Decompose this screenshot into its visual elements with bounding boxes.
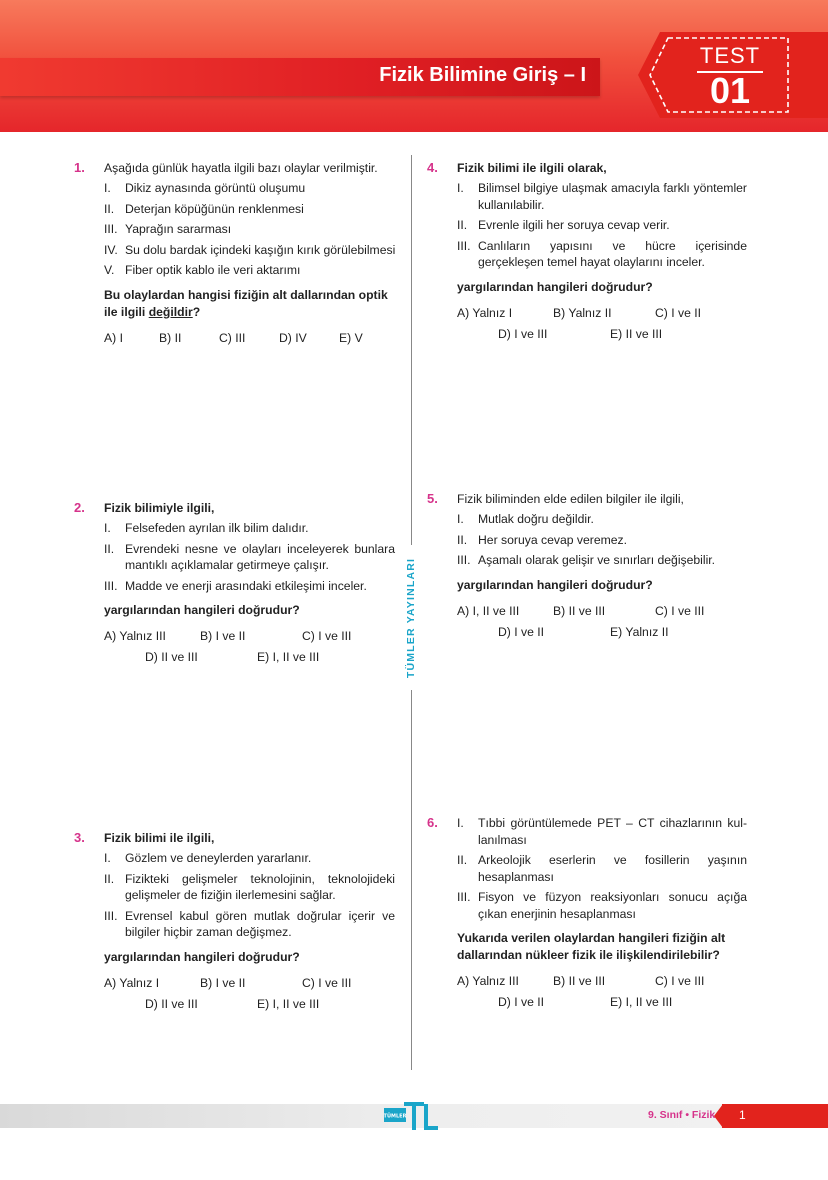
choice-d[interactable]: D) I ve II <box>498 624 545 639</box>
choice-e[interactable]: E) I, II ve III <box>610 995 673 1009</box>
choice-e[interactable]: E) I, II ve III <box>257 996 320 1011</box>
choice-c[interactable]: C) III <box>219 330 246 345</box>
statement-text: Canlıların yapısını ve hücre içerisinde gerçekleşen temel hayat olaylarını inceler. <box>478 238 747 269</box>
question-stem: Fizik bilimi ile ilgili olarak, <box>457 161 607 175</box>
statement-text: Gözlem ve deneylerden yararlanır. <box>125 851 312 865</box>
statement-numeral: III. <box>457 238 471 253</box>
choice-b[interactable]: B) I ve II <box>200 975 246 990</box>
choice-b[interactable]: B) II <box>159 330 182 345</box>
statement-numeral: III. <box>104 578 118 593</box>
statement-list <box>104 520 395 594</box>
statement-numeral: III. <box>104 908 118 923</box>
statement-text: Fizikteki gelişmeler teknolojinin, teknolojideki gelişmeler de fiziğin ilerlemesini sağlar. <box>125 871 395 902</box>
question-prompt <box>104 287 396 321</box>
choice-e[interactable]: E) II ve III <box>610 326 663 341</box>
statement-list <box>104 850 395 941</box>
question-number: 4. <box>427 160 438 175</box>
statement-numeral: I. <box>104 181 111 195</box>
choice-c[interactable]: C) I ve III <box>655 603 705 618</box>
question-3 <box>74 830 395 1020</box>
question-6 <box>427 815 747 1018</box>
statement-item <box>457 532 747 549</box>
statement-text: Arkeolojik eserlerin ve fosillerin yaşının hesaplanması <box>478 853 747 884</box>
statement-item <box>104 262 404 279</box>
choice-a[interactable]: A) Yalnız III <box>104 629 166 643</box>
choice-a[interactable]: A) I, II ve III <box>457 603 520 618</box>
page-number: 1 <box>739 1108 746 1122</box>
statement-item <box>104 871 395 904</box>
choice-a[interactable]: A) Yalnız I <box>457 305 513 320</box>
question-stem: Aşağıda günlük hayatla ilgili bazı olaylar verilmiştir. <box>104 161 378 175</box>
question-4 <box>427 160 747 350</box>
title-bar <box>0 58 600 96</box>
statement-text: Fiber optik kablo ile veri aktarımı <box>125 263 301 277</box>
statement-numeral: V. <box>104 263 115 277</box>
choice-b[interactable]: B) Yalnız II <box>553 305 612 320</box>
question-number: 1. <box>74 160 85 175</box>
statement-numeral: II. <box>104 201 115 216</box>
statement-text: Aşamalı olarak gelişir ve sınırları değişebilir. <box>478 553 716 567</box>
question-stem: Fizik biliminden elde edilen bilgiler ile ilgili, <box>457 492 684 506</box>
choice-e[interactable]: E) V <box>339 330 363 345</box>
statement-numeral: II. <box>457 532 468 547</box>
test-number: 01 <box>709 70 751 111</box>
statement-text: Madde ve enerji arasındaki etkileşimi inceler. <box>125 578 367 593</box>
statement-item <box>104 242 404 259</box>
question-prompt: Yukarıda verilen olaylardan hangileri fiziğin alt dallarından nükleer fizik ile ilişkilendirilebilir? <box>457 931 726 962</box>
statement-item <box>457 889 747 922</box>
footer-subject: 9. Sınıf • Fizik <box>648 1109 716 1121</box>
choice-c[interactable]: C) I ve II <box>655 305 702 320</box>
question-prompt: yargılarından hangileri doğrudur? <box>104 949 300 964</box>
statement-item <box>104 221 404 238</box>
question-number: 6. <box>427 815 438 830</box>
prompt-mark: ? <box>192 304 201 319</box>
choice-a[interactable]: A) Yalnız I <box>104 975 160 990</box>
statement-text: Su dolu bardak içindeki kaşığın kırık görülebilmesi <box>125 242 396 257</box>
choice-d[interactable]: D) IV <box>279 330 307 345</box>
choice-a[interactable]: A) Yalnız III <box>457 974 519 988</box>
choice-d[interactable]: D) I ve II <box>498 995 545 1009</box>
question-prompt: yargılarından hangileri doğrudur? <box>457 279 653 294</box>
statement-numeral: IV. <box>104 242 118 257</box>
statement-item <box>457 180 747 213</box>
statement-numeral: I. <box>104 521 111 535</box>
statement-text: Her soruya cevap veremez. <box>478 532 628 547</box>
statement-numeral: I. <box>104 851 111 865</box>
statement-numeral: II. <box>104 541 115 556</box>
footer-page-tab <box>722 1104 828 1128</box>
statement-list <box>457 511 747 569</box>
question-2 <box>74 500 395 673</box>
answer-choices <box>104 972 395 1020</box>
page-title: Fizik Bilimine Giriş – I <box>379 64 586 86</box>
choice-d[interactable]: D) II ve III <box>145 996 198 1011</box>
statement-text: Bilimsel bilgiye ulaşmak amacıyla farklı yöntemler kullanılabilir. <box>478 181 747 212</box>
statement-numeral: III. <box>457 553 471 567</box>
statement-item <box>104 180 404 197</box>
question-1 <box>74 160 404 351</box>
question-stem: Fizik bilimiyle ilgili, <box>104 501 215 515</box>
statement-item <box>104 908 395 941</box>
statement-text: Yaprağın sararması <box>125 222 232 236</box>
statement-item <box>457 511 747 528</box>
question-stem: Fizik bilimi ile ilgili, <box>104 831 215 845</box>
question-prompt: yargılarından hangileri doğrudur? <box>457 577 653 592</box>
brand-vertical-text: TÜMLER YAYINLARI <box>405 557 417 679</box>
statement-item <box>457 238 747 271</box>
statement-list <box>457 180 747 271</box>
statement-item <box>457 852 747 885</box>
question-number: 2. <box>74 500 85 515</box>
choice-e[interactable]: E) I, II ve III <box>257 650 320 664</box>
statement-item <box>457 815 747 848</box>
statement-item <box>457 552 747 569</box>
prompt-text: Bu olaylardan hangisi fiziğin alt dallarından optik ile ilgili <box>104 287 388 319</box>
statement-numeral: III. <box>104 222 118 236</box>
question-number: 3. <box>74 830 85 845</box>
statement-numeral: III. <box>457 890 471 904</box>
question-5 <box>427 491 747 648</box>
statement-numeral: I. <box>457 512 464 526</box>
statement-item <box>104 541 395 574</box>
prompt-emphasis: değildir <box>148 304 193 319</box>
statement-item <box>104 201 404 218</box>
statement-text: Deterjan köpüğünün renklenmesi <box>125 201 304 216</box>
statement-list <box>457 815 747 922</box>
test-label: TEST <box>699 43 761 68</box>
answer-choices <box>457 302 747 350</box>
answer-choices <box>457 600 747 648</box>
statement-numeral: II. <box>457 218 468 232</box>
statement-numeral: I. <box>457 816 464 830</box>
statement-numeral: II. <box>104 871 115 886</box>
answer-choices <box>104 625 395 673</box>
statement-list <box>104 180 404 279</box>
question-number: 5. <box>427 491 438 506</box>
choice-c[interactable]: C) I ve III <box>655 974 705 988</box>
choice-e[interactable]: E) Yalnız II <box>610 624 669 639</box>
logo-text: TÜMLER <box>384 1113 407 1120</box>
choice-c[interactable]: C) I ve III <box>302 629 352 643</box>
statement-item <box>104 850 395 867</box>
publisher-logo <box>384 1100 440 1134</box>
statement-numeral: I. <box>457 181 464 195</box>
statement-text: Fisyon ve füzyon reaksiyonları sonucu açığa çıkan enerjinin hesaplanması <box>478 890 747 921</box>
statement-text: Evrendeki nesne ve olayları inceleyerek bunlara mantıklı açıklamalar getirmeye çalışır. <box>125 541 395 572</box>
statement-text: Mutlak doğru değildir. <box>478 512 594 526</box>
answer-choices <box>104 327 404 351</box>
choice-c[interactable]: C) I ve III <box>302 975 352 990</box>
statement-text: Dikiz aynasında görüntü oluşumu <box>125 181 306 195</box>
choice-b[interactable]: B) I ve II <box>200 629 246 643</box>
statement-item <box>104 578 395 595</box>
question-prompt: yargılarından hangileri doğrudur? <box>104 603 300 617</box>
choice-d[interactable]: D) II ve III <box>145 650 198 664</box>
answer-choices <box>457 970 747 1018</box>
statement-item <box>104 520 395 537</box>
choice-d[interactable]: D) I ve III <box>498 326 548 341</box>
statement-text: Tıbbi görüntülemede PET – CT cihazlarının kul-lanılması <box>478 816 747 847</box>
statement-item <box>457 217 747 234</box>
choice-a[interactable]: A) I <box>104 330 123 345</box>
statement-text: Felsefeden ayrılan ilk bilim dalıdır. <box>125 521 309 535</box>
statement-text: Evrensel kabul gören mutlak doğrular içerir ve bilgiler hiçbir zaman değişmez. <box>125 908 395 939</box>
statement-numeral: II. <box>457 853 468 867</box>
choice-b[interactable]: B) II ve III <box>553 974 606 988</box>
choice-b[interactable]: B) II ve III <box>553 603 606 618</box>
statement-text: Evrenle ilgili her soruya cevap verir. <box>478 218 670 232</box>
